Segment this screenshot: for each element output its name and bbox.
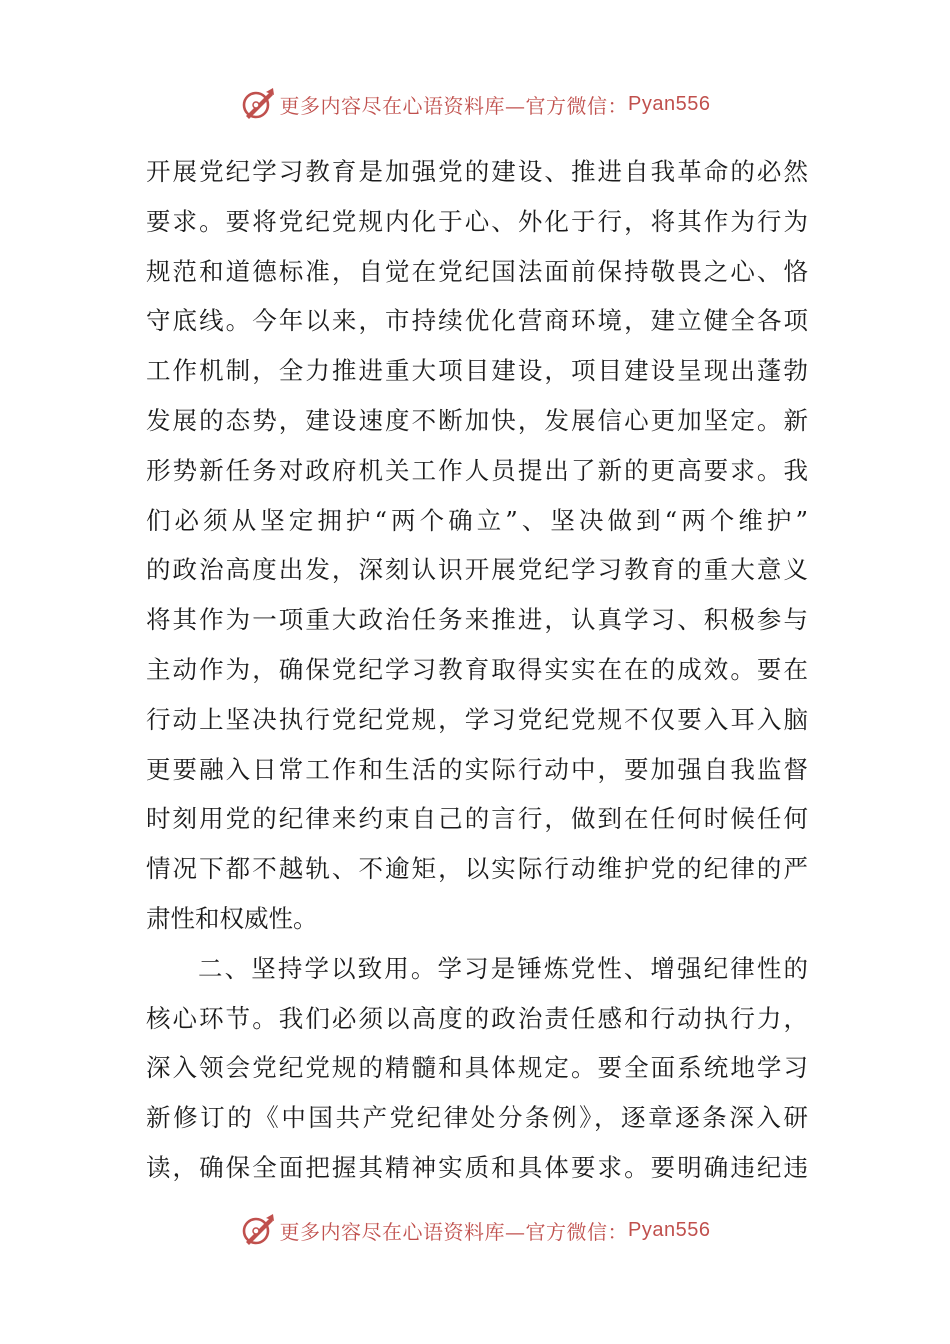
header-banner-text: 更多内容尽在心语资料库—官方微信： — [279, 93, 629, 118]
body-line: 守底线。今年以来，市持续优化营商环境，建立健全各项 — [146, 306, 808, 336]
body-line: 核心环节。我们必须以高度的政治责任感和行动执行力， — [146, 1003, 808, 1033]
body-line: 行动上坚决执行党纪党规，学习党纪党规不仅要入耳入脑 — [146, 704, 808, 734]
body-line: 肃性和权威性。 — [146, 903, 318, 933]
footer-banner-text: 更多内容尽在心语资料库—官方微信： — [279, 1219, 629, 1244]
body-line: 开展党纪学习教育是加强党的建设、推进自我革命的必然 — [146, 157, 808, 186]
body-line: 们必须从坚定拥护“两个确立”、坚决做到“两个维护” — [146, 505, 808, 535]
body-line: 将其作为一项重大政治任务来推进，认真学习、积极参与 — [146, 605, 808, 635]
body-line: 要求。要将党纪党规内化于心、外化于行，将其作为行为 — [146, 206, 808, 236]
pen-circle-logo-icon — [240, 86, 276, 122]
body-line: 读，确保全面把握其精神实质和具体要求。要明确违纪违 — [146, 1152, 808, 1182]
header-wechat-id: Pyan556 — [628, 92, 711, 115]
body-line: 的政治高度出发，深刻认识开展党纪学习教育的重大意义 — [146, 555, 808, 585]
body-line: 深入领会党纪党规的精髓和具体规定。要全面系统地学习 — [146, 1053, 808, 1083]
section-heading-line: 二、坚持学以致用。学习是锤炼党性、增强纪律性的 — [198, 953, 808, 983]
body-line: 发展的态势，建设速度不断加快，发展信心更加坚定。新 — [146, 405, 808, 435]
body-line: 规范和道德标准，自觉在党纪国法面前保持敬畏之心、恪 — [146, 256, 808, 286]
document-body — [146, 147, 808, 1193]
body-line: 形势新任务对政府机关工作人员提出了新的更高要求。我 — [146, 455, 808, 485]
header-banner — [0, 84, 950, 124]
body-line: 主动作为，确保党纪学习教育取得实实在在的成效。要在 — [146, 654, 808, 684]
body-line: 新修订的《中国共产党纪律处分条例》，逐章逐条深入研 — [146, 1103, 808, 1133]
body-line: 情况下都不越轨、不逾矩，以实际行动维护党的纪律的严 — [146, 854, 808, 884]
body-line: 更要融入日常工作和生活的实际行动中，要加强自我监督 — [146, 754, 808, 784]
footer-wechat-id: Pyan556 — [628, 1218, 711, 1241]
pen-circle-logo-icon — [240, 1212, 276, 1248]
footer-banner — [0, 1210, 950, 1250]
body-line: 工作机制，全力推进重大项目建设，项目建设呈现出蓬勃 — [146, 356, 808, 386]
body-line: 时刻用党的纪律来约束自己的言行，做到在任何时候任何 — [146, 804, 808, 834]
